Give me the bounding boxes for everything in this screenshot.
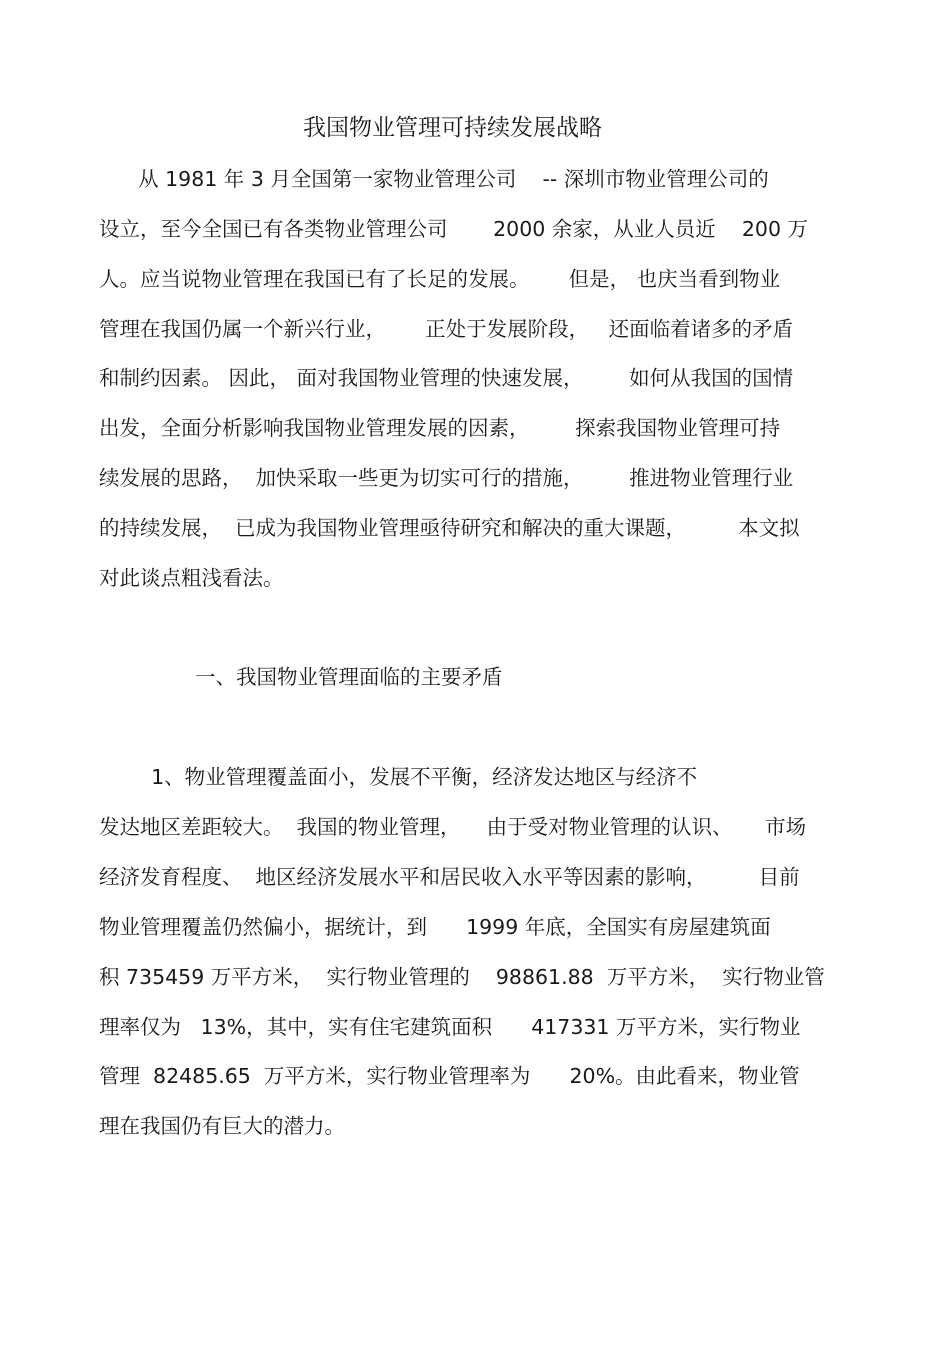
paragraph-line: 对此谈点粗浅看法。 (99, 566, 284, 590)
paragraph-line: 从 1981 年 3 月全国第一家物业管理公司 -- 深圳市物业管理公司的 (99, 167, 769, 191)
paragraph-line: 设立，至今全国已有各类物业管理公司 2000 余家，从业人员近 200 万 (99, 217, 809, 241)
paragraph-line: 理率仅为 13%，其中，实有住宅建筑面积 417331 万平方米，实行物业 (99, 1015, 801, 1039)
paragraph-line: 积 735459 万平方米， 实行物业管理的 98861.88 万平方米， 实行物业管 (99, 965, 825, 989)
paragraph-line: 发达地区差距较大。 我国的物业管理， 由于受对物业管理的认识、 市场 (99, 815, 807, 839)
paragraph-line: 1、物业管理覆盖面小，发展不平衡，经济发达地区与经济不 (99, 765, 698, 789)
paragraph-line: 出发，全面分析影响我国物业管理发展的因素， 探索我国物业管理可持 (99, 416, 781, 440)
paragraph-line: 管理 82485.65 万平方米，实行物业管理率为 20%。由此看来，物业管 (99, 1064, 800, 1088)
paragraph-line: 人。应当说物业管理在我国已有了长足的发展。 但是， 也庆当看到物业 (99, 267, 781, 291)
section-heading: 一、我国物业管理面临的主要矛盾 (195, 665, 503, 689)
paragraph-line: 理在我国仍有巨大的潜力。 (99, 1114, 345, 1138)
document-title: 我国物业管理可持续发展战略 (303, 115, 602, 141)
paragraph-line: 续发展的思路， 加快采取一些更为切实可行的措施， 推进物业管理行业 (99, 466, 794, 490)
paragraph-line: 经济发育程度、 地区经济发展水平和居民收入水平等因素的影响， 目前 (99, 865, 800, 889)
paragraph-line: 物业管理覆盖仍然偏小，据统计，到 1999 年底，全国实有房屋建筑面 (99, 915, 771, 939)
paragraph-line: 管理在我国仍属一个新兴行业， 正处于发展阶段， 还面临着诸多的矛盾 (99, 317, 794, 341)
paragraph-line: 和制约因素。 因此， 面对我国物业管理的快速发展， 如何从我国的国情 (99, 366, 794, 390)
paragraph-line: 的持续发展， 已成为我国物业管理亟待研究和解决的重大课题， 本文拟 (99, 516, 800, 540)
